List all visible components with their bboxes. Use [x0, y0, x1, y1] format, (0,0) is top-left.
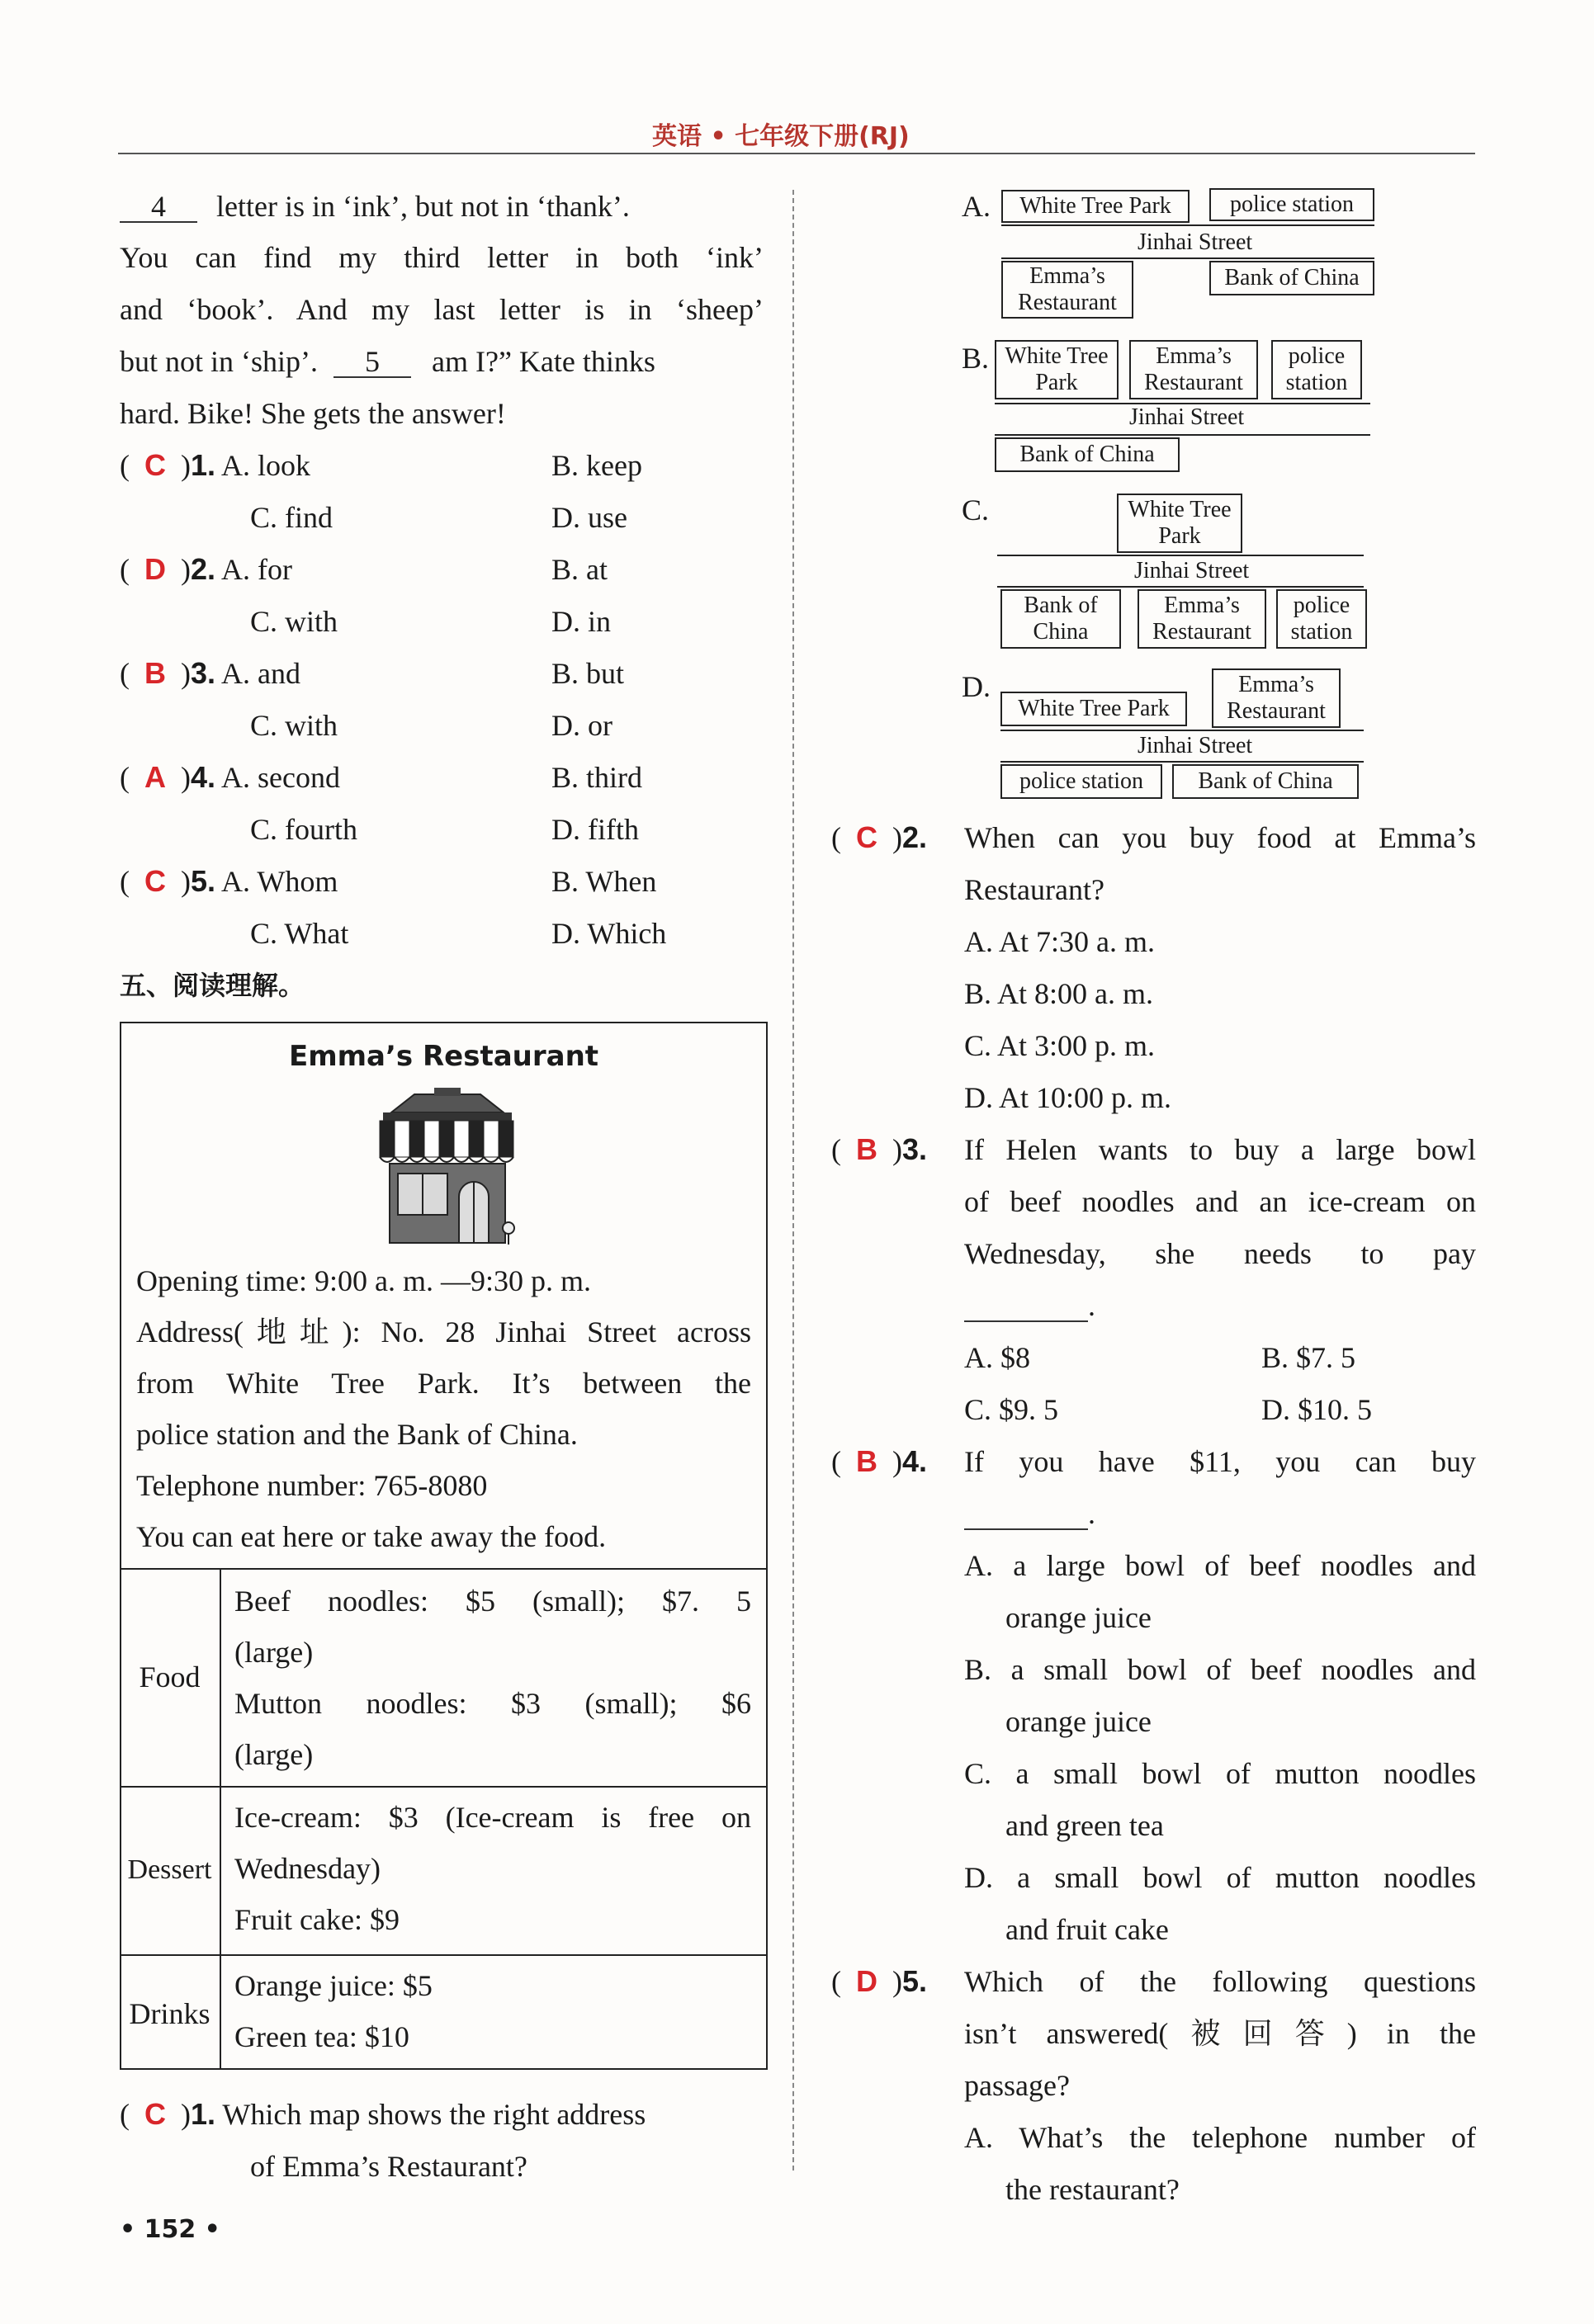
option: C. a small bowl of mutton noodles: [964, 1757, 1476, 1790]
street-name: Jinhai Street: [1134, 558, 1250, 583]
answer-blank: .: [964, 1495, 1095, 1532]
passage-line: and ‘book’. And my last letter is in ‘sheep’: [120, 293, 764, 326]
answer-blank: .: [964, 1287, 1095, 1324]
ad-telephone: Telephone number: 765-8080: [136, 1469, 488, 1502]
menu-category: Drinks: [129, 1997, 210, 2030]
menu-rule: [120, 1786, 768, 1788]
header-rule: [118, 153, 1475, 154]
passage-line: 4 letter is in ‘ink’, but not in ‘thank’.: [120, 188, 630, 224]
option: A. a large bowl of beef noodles and: [964, 1549, 1476, 1582]
menu-category: Dessert: [127, 1854, 212, 1885]
map-box: police station: [1000, 764, 1162, 799]
page-number: • 152 •: [120, 2215, 220, 2244]
menu-rule: [120, 1954, 768, 1956]
option: A. At 7:30 a. m.: [964, 925, 1155, 958]
map-box: White Tree Park: [995, 340, 1119, 399]
menu-category: Food: [139, 1660, 201, 1693]
answer-mark: C: [144, 448, 166, 482]
street-line: [1001, 257, 1374, 259]
street-line: [997, 555, 1364, 556]
street-line: [1000, 730, 1364, 731]
answer-mark: C: [144, 864, 166, 898]
ad-title: Emma’s Restaurant: [288, 1040, 599, 1073]
map-box: White Tree Park: [1117, 494, 1242, 553]
section-title: 五、阅读理解。: [120, 970, 305, 1001]
answer-mark: C: [144, 2097, 166, 2131]
option: C. At 3:00 p. m.: [964, 1029, 1156, 1062]
option: C. $9. 5: [964, 1393, 1059, 1426]
menu-line: Mutton noodles: $3 (small); $6: [234, 1687, 751, 1720]
menu-line: (large): [234, 1738, 314, 1771]
answer-blank: 5: [333, 347, 411, 378]
map-box: police station: [1271, 340, 1362, 399]
map-box: Emma’s Restaurant: [1212, 668, 1341, 728]
option: D. a small bowl of mutton noodles: [964, 1861, 1476, 1894]
street-name: Jinhai Street: [1138, 229, 1253, 255]
map-box: Bank of China: [1172, 764, 1359, 799]
menu-line: Fruit cake: $9: [234, 1903, 400, 1936]
street-line: [997, 586, 1364, 588]
passage-line: You can find my third letter in both ‘ink’: [120, 241, 764, 274]
answer-mark: B: [856, 1444, 877, 1478]
menu-col-rule: [220, 1568, 221, 2070]
column-divider: [792, 190, 794, 2170]
map-box: Bank of China: [1000, 589, 1121, 649]
map-box: White Tree Park: [1001, 190, 1190, 223]
answer-mark: B: [144, 656, 166, 690]
map-box: police station: [1209, 188, 1374, 221]
map-box: White Tree Park: [1000, 692, 1187, 726]
option: B. a small bowl of beef noodles and: [964, 1653, 1476, 1686]
menu-line: Wednesday): [234, 1852, 381, 1885]
ad-address: police station and the Bank of China.: [136, 1418, 578, 1451]
answer-mark: B: [856, 1132, 877, 1166]
option: D. At 10:00 p. m.: [964, 1081, 1172, 1114]
map-box: Bank of China: [995, 437, 1180, 472]
menu-line: Ice-cream: $3 (Ice-cream is free on: [234, 1801, 751, 1834]
menu-line: Orange juice: $5: [234, 1969, 433, 2002]
street-name: Jinhai Street: [1138, 733, 1253, 758]
answer-mark: D: [856, 1964, 877, 1998]
menu-line: Beef noodles: $5 (small); $7. 5: [234, 1585, 751, 1618]
menu-line: Green tea: $10: [234, 2020, 409, 2053]
map-box: Emma’s Restaurant: [1138, 589, 1266, 649]
ad-address: from White Tree Park. It’s between the: [136, 1367, 751, 1400]
map-box: Emma’s Restaurant: [1129, 340, 1258, 399]
street-line: [995, 434, 1370, 436]
map-box: police station: [1276, 589, 1367, 649]
street-line: [1001, 224, 1374, 226]
passage-line: hard. Bike! She gets the answer!: [120, 397, 506, 430]
page-header: 英语 • 七年级下册(RJ): [652, 122, 910, 151]
answer-mark: C: [856, 820, 877, 854]
menu-line: (large): [234, 1636, 314, 1669]
answer-blank: 4: [120, 191, 197, 223]
option: B. $7. 5: [1261, 1341, 1356, 1374]
option: A. $8: [964, 1341, 1030, 1374]
option: B. At 8:00 a. m.: [964, 977, 1154, 1010]
option: D. $10. 5: [1261, 1393, 1372, 1426]
option: A. What’s the telephone number of: [964, 2121, 1476, 2154]
street-line: [1000, 761, 1364, 763]
street-name: Jinhai Street: [1129, 404, 1245, 430]
restaurant-illustration: [373, 1088, 522, 1249]
menu-rule: [120, 1568, 768, 1570]
passage-line: but not in ‘ship’. 5 am I?” Kate thinks: [120, 345, 655, 378]
ad-eat-note: You can eat here or take away the food.: [136, 1520, 607, 1553]
map-box: Bank of China: [1209, 261, 1374, 295]
answer-mark: A: [144, 760, 166, 794]
map-box: Emma’s Restaurant: [1001, 261, 1133, 319]
answer-mark: D: [144, 552, 166, 586]
ad-opening-time: Opening time: 9:00 a. m. —9:30 p. m.: [136, 1264, 591, 1297]
ad-address: Address(地址): No. 28 Jinhai Street across: [136, 1316, 751, 1349]
